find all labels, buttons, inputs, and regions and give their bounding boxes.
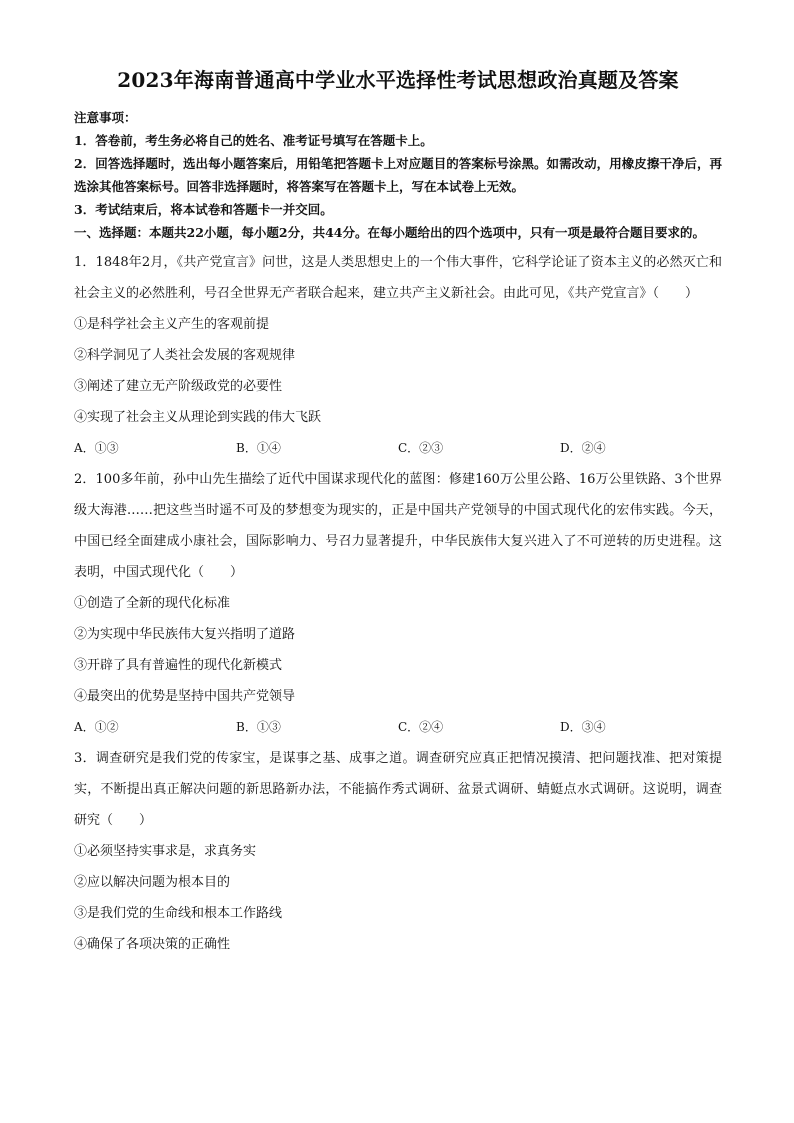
choice-b: B．①③ (236, 720, 281, 734)
choice-a: A．①③ (74, 441, 119, 455)
answer-choices (74, 433, 722, 464)
question-statement: ①必须坚持实事求是，求真务实 (74, 844, 257, 859)
question-statement: ②应以解决问题为根本目的 (74, 875, 231, 890)
choice-c: C．②④ (398, 720, 444, 734)
question-stem: 3．调查研究是我们党的传家宝，是谋事之基、成事之道。调查研究应真正把情况摸清、把问题找准、把对策提实，不断提出真正解决问题的新思路新办法，不能搞作秀式调研、盆景式调研、蜻蜓点水式调研。这说明，调查研究（ ） (74, 751, 722, 828)
question-statement: ④实现了社会主义从理论到实践的伟大飞跃 (74, 410, 322, 425)
choice-d: D．②④ (560, 441, 606, 455)
question-statement: ②科学洞见了人类社会发展的客观规律 (74, 348, 296, 363)
notes-block (74, 106, 722, 221)
page-title: 2023年海南普通高中学业水平选择性考试思想政治真题及答案 (117, 68, 679, 92)
exam-page (74, 66, 722, 960)
note-item: 1．答卷前，考生务必将自己的姓名、准考证号填写在答题卡上。 (74, 133, 433, 148)
section-heading: 一、选择题：本题共22小题，每小题2分，共44分。在每小题给出的四个选项中，只有一项是最符合题目要求的。 (74, 225, 705, 240)
note-item: 3．考试结束后，将本试卷和答题卡一并交回。 (74, 202, 333, 217)
note-item: 2．回答选择题时，选出每小题答案后，用铅笔把答题卡上对应题目的答案标号涂黑。如需改动，用橡皮擦干净后，再选涂其他答案标号。回答非选择题时，将答案写在答题卡上，写在本试卷上无效。 (74, 156, 722, 194)
question-2 (74, 464, 722, 743)
question-3 (74, 743, 722, 960)
question-statement: ③阐述了建立无产阶级政党的必要性 (74, 379, 283, 394)
notes-heading: 注意事项： (74, 110, 137, 125)
question-statement: ④最突出的优势是坚持中国共产党领导 (74, 689, 296, 704)
question-stem: 1．1848年2月，《共产党宣言》问世，这是人类思想史上的一个伟大事件，它科学论证了资本主义的必然灭亡和社会主义的必然胜利，号召全世界无产者联合起来，建立共产主义新社会。由此可见，《共产党宣言》（ ） (74, 255, 722, 301)
question-statement: ③是我们党的生命线和根本工作路线 (74, 906, 283, 921)
answer-choices (74, 712, 722, 743)
question-statement: ②为实现中华民族伟大复兴指明了道路 (74, 627, 296, 642)
choice-b: B．①④ (236, 441, 281, 455)
choice-d: D．③④ (560, 720, 606, 734)
question-statement: ①创造了全新的现代化标准 (74, 596, 231, 611)
question-1 (74, 247, 722, 464)
question-statement: ③开辟了具有普遍性的现代化新模式 (74, 658, 283, 673)
choice-a: A．①② (74, 720, 119, 734)
question-stem: 2．100多年前，孙中山先生描绘了近代中国谋求现代化的蓝图：修建160万公里公路、16万公里铁路、3个世界级大海港……把这些当时遥不可及的梦想变为现实的，正是中国共产党领导的中国式现代化的宏伟实践。今天，中国已经全面建成小康社会，国际影响力、号召力显著提升，中华民族伟大复兴进入了不可逆转的历史进程。这表明，中国式现代化（ ） (74, 472, 722, 580)
choice-c: C．②③ (398, 441, 444, 455)
question-statement: ④确保了各项决策的正确性 (74, 937, 231, 952)
question-statement: ①是科学社会主义产生的客观前提 (74, 317, 270, 332)
